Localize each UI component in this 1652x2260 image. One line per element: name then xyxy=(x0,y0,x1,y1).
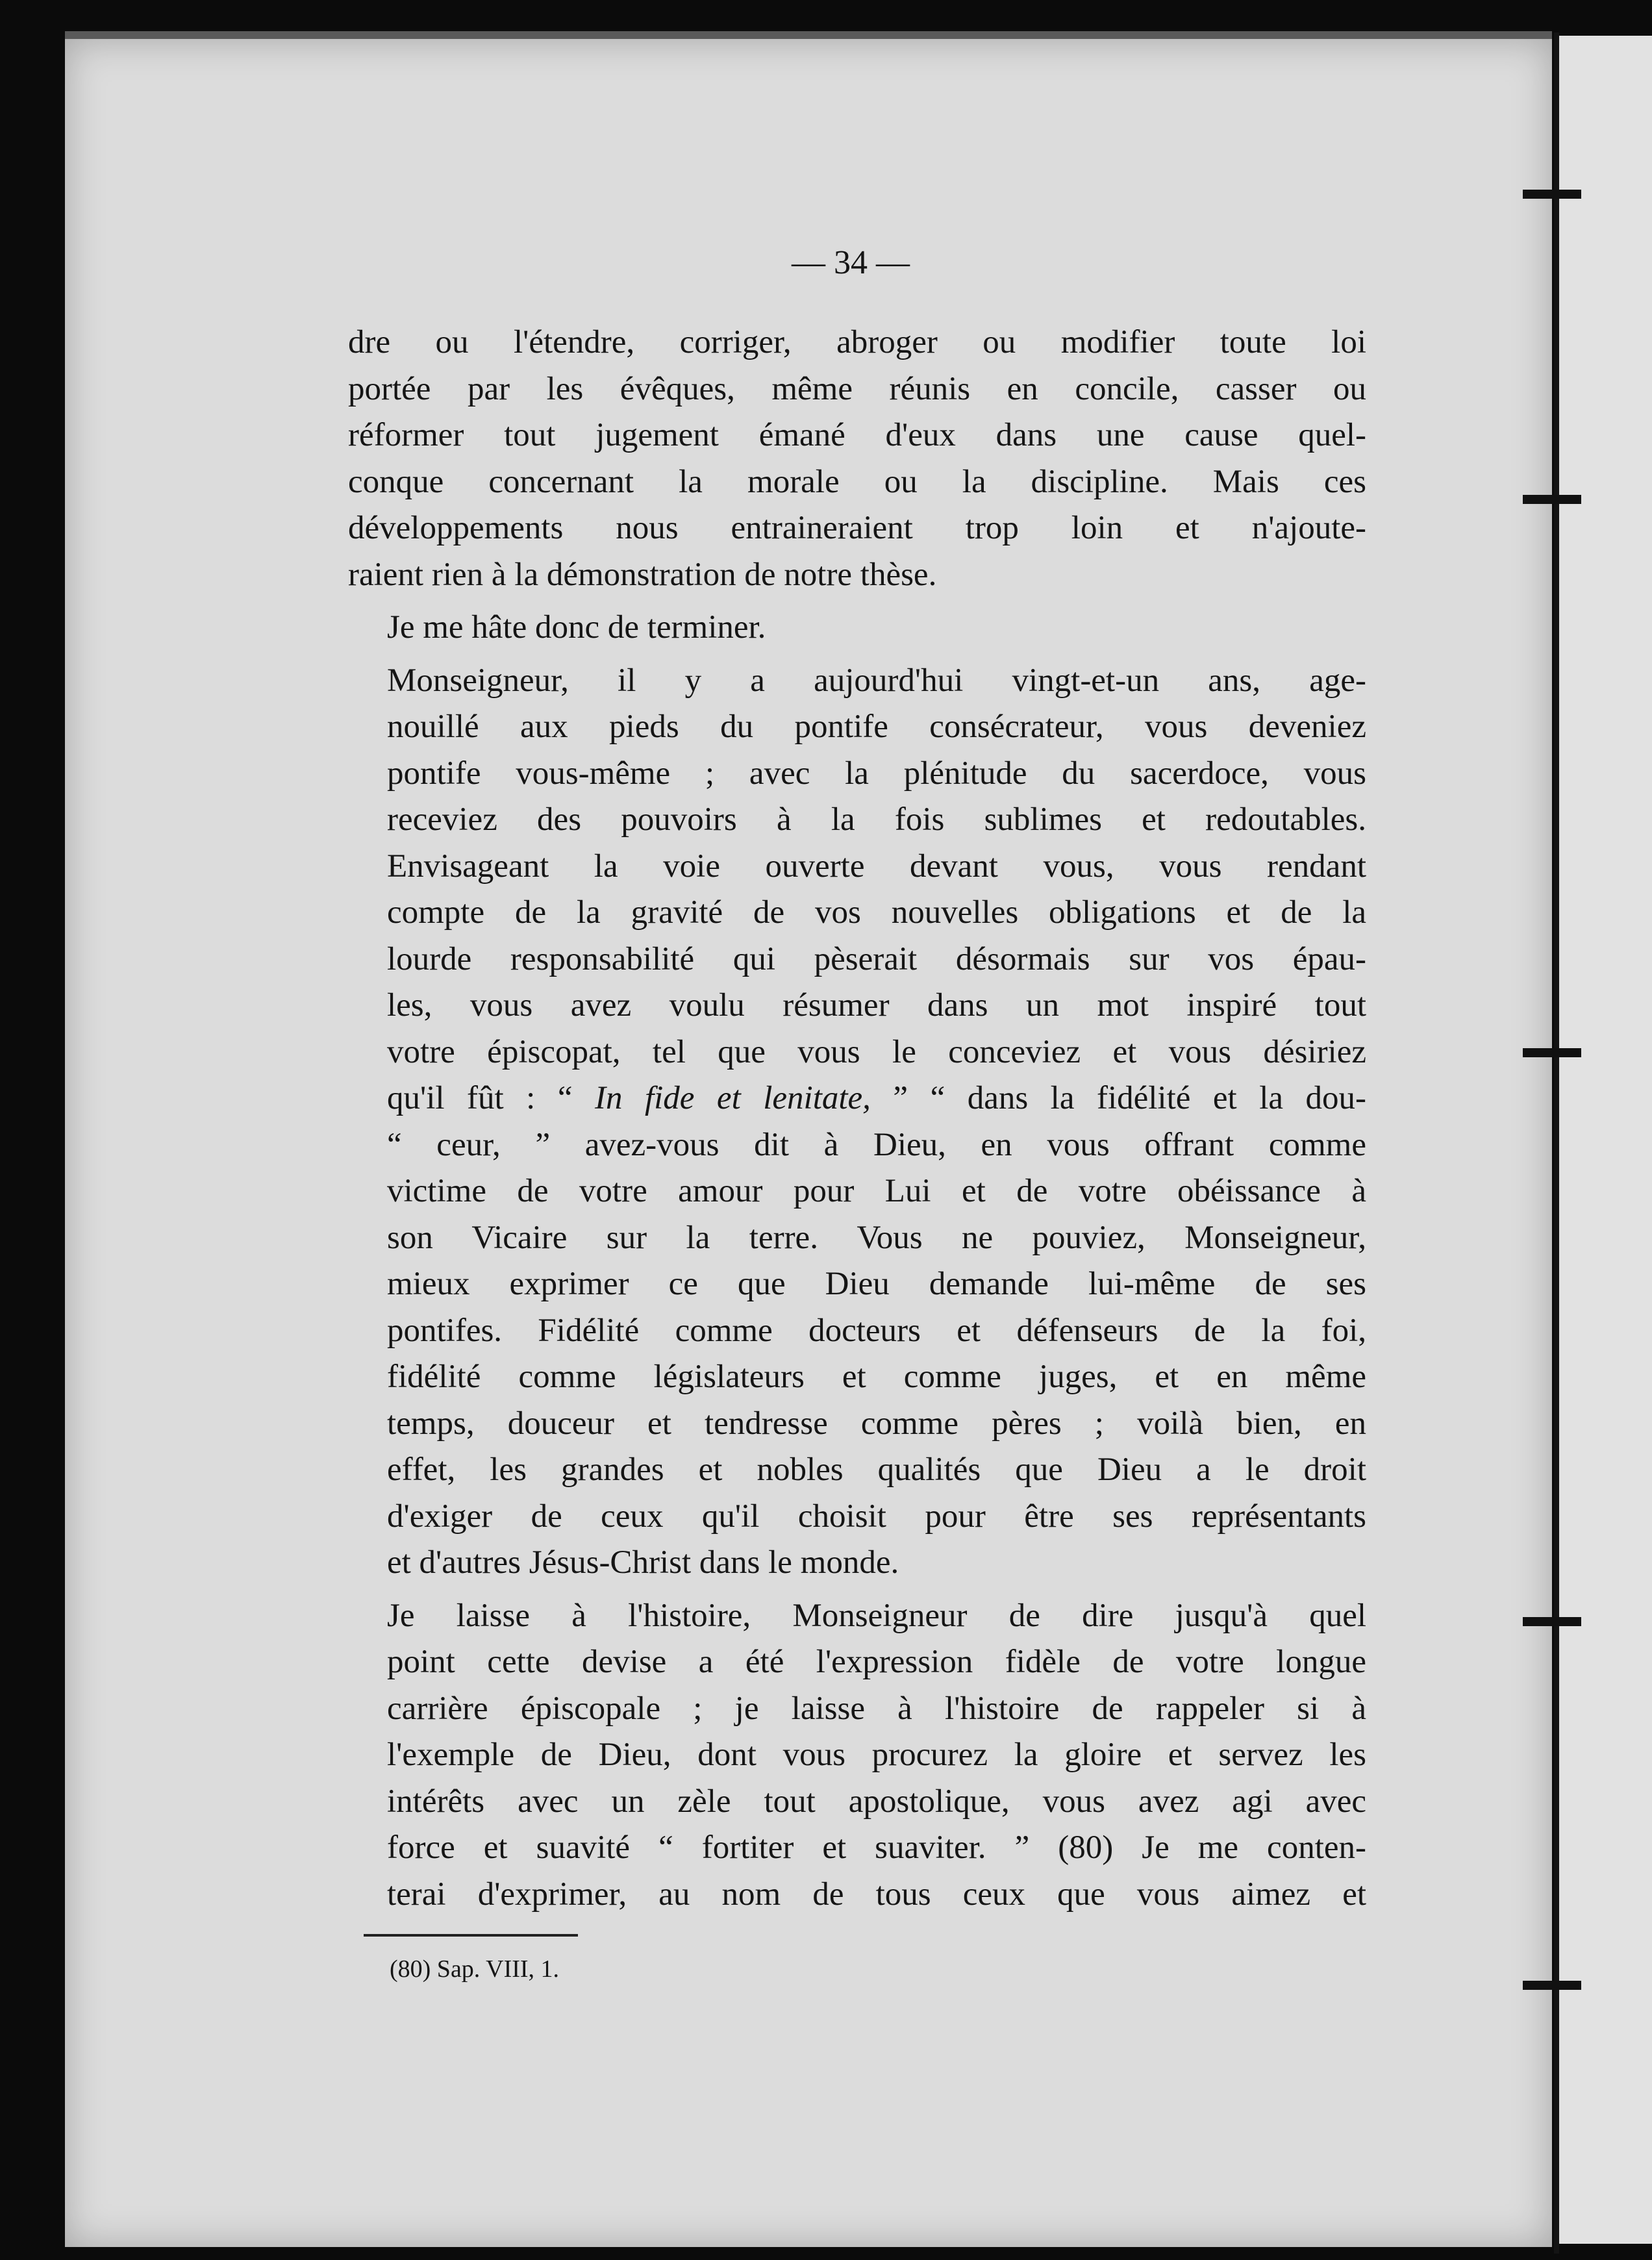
text-line: réformer tout jugement émané d'eux dans une cause quel- xyxy=(348,417,1366,453)
text-line: pontifes. Fidélité comme docteurs et défenseurs de la foi, xyxy=(387,1312,1366,1349)
footnote-rule xyxy=(364,1934,578,1937)
text-line: terai d'exprimer, au nom de tous ceux que vous aimez et xyxy=(387,1876,1366,1913)
text-line: compte de la gravité de vos nouvelles obligations et de la xyxy=(387,894,1366,931)
binding-stitch xyxy=(1523,190,1581,199)
text-line: mieux exprimer ce que Dieu demande lui-même de ses xyxy=(387,1266,1366,1302)
text-line: l'exemple de Dieu, dont vous procurez la gloire et servez les xyxy=(387,1737,1366,1773)
footnote: (80) Sap. VIII, 1. xyxy=(390,1955,560,1983)
binding-stitch xyxy=(1523,1981,1581,1990)
text-line: temps, douceur et tendresse comme pères ; voilà bien, en xyxy=(387,1405,1366,1442)
adjacent-page-edge xyxy=(1557,36,1652,2244)
quote-after: ” “ dans la fidélité et la dou- xyxy=(870,1080,1366,1116)
binding-stitch xyxy=(1523,1048,1581,1057)
text-line: raient rien à la démonstration de notre thèse. xyxy=(348,556,937,593)
latin-motto: In fide et lenitate, xyxy=(594,1080,871,1116)
binding-stitch xyxy=(1523,495,1581,504)
text-line: portée par les évêques, même réunis en concile, casser ou xyxy=(348,370,1366,407)
quote-before: qu'il fût : “ xyxy=(387,1080,595,1116)
text-line: les, vous avez voulu résumer dans un mot inspiré tout xyxy=(387,987,1366,1023)
paragraph-4 xyxy=(348,1593,1366,1918)
text-line: “ ceur, ” avez-vous dit à Dieu, en vous offrant comme xyxy=(387,1126,1366,1163)
text-line: son Vicaire sur la terre. Vous ne pouviez, Monseigneur, xyxy=(387,1219,1366,1256)
text-line: fidélité comme législateurs et comme juges, et en même xyxy=(387,1359,1366,1395)
text-line: Envisageant la voie ouverte devant vous, vous rendant xyxy=(387,848,1366,885)
text-line: point cette devise a été l'expression fidèle de votre longue xyxy=(387,1644,1366,1680)
text-line: d'exiger de ceux qu'il choisit pour être ses représentants xyxy=(387,1498,1366,1535)
text-line: intérêts avec un zèle tout apostolique, vous avez agi avec xyxy=(387,1783,1366,1820)
text-line: lourde responsabilité qui pèserait désormais sur vos épau- xyxy=(387,940,1366,977)
text-line: conque concernant la morale ou la discipline. Mais ces xyxy=(348,463,1366,500)
text-line: Je me hâte donc de terminer. xyxy=(387,609,766,646)
text-line: victime de votre amour pour Lui et de votre obéissance à xyxy=(387,1173,1366,1209)
binding-stitch xyxy=(1523,1617,1581,1626)
text-line: et d'autres Jésus-Christ dans le monde. xyxy=(387,1544,899,1581)
text-line: votre épiscopat, tel que vous le conceviez et vous désiriez xyxy=(387,1033,1366,1070)
text-line: carrière épiscopale ; je laisse à l'histoire de rappeler si à xyxy=(387,1690,1366,1727)
body-text xyxy=(348,247,1366,1918)
paragraph-1 xyxy=(348,320,1366,598)
text-line: force et suavité “ fortiter et suaviter. ” (80) Je me conten- xyxy=(387,1829,1366,1866)
text-line: développements nous entraineraient trop loin et n'ajoute- xyxy=(348,510,1366,546)
text-line: Je laisse à l'histoire, Monseigneur de dire jusqu'à quel xyxy=(387,1597,1366,1634)
page-number: — 34 — xyxy=(792,244,910,281)
text-line: pontife vous-même ; avec la plénitude du sacerdoce, vous xyxy=(387,755,1366,792)
text-line: dre ou l'étendre, corriger, abroger ou modifier toute loi xyxy=(348,324,1366,360)
text-line: Monseigneur, il y a aujourd'hui vingt-et-un ans, age- xyxy=(387,662,1366,699)
text-line: nouillé aux pieds du pontife consécrateur, vous deveniez xyxy=(387,709,1366,745)
text-line: receviez des pouvoirs à la fois sublimes et redoutables. xyxy=(387,801,1366,838)
paragraph-3 xyxy=(348,658,1366,1587)
binding-thread xyxy=(1554,32,1559,2254)
text-line: effet, les grandes et nobles qualités que Dieu a le droit xyxy=(387,1451,1366,1488)
paragraph-2 xyxy=(348,605,1366,651)
quote-line xyxy=(348,1075,1366,1122)
